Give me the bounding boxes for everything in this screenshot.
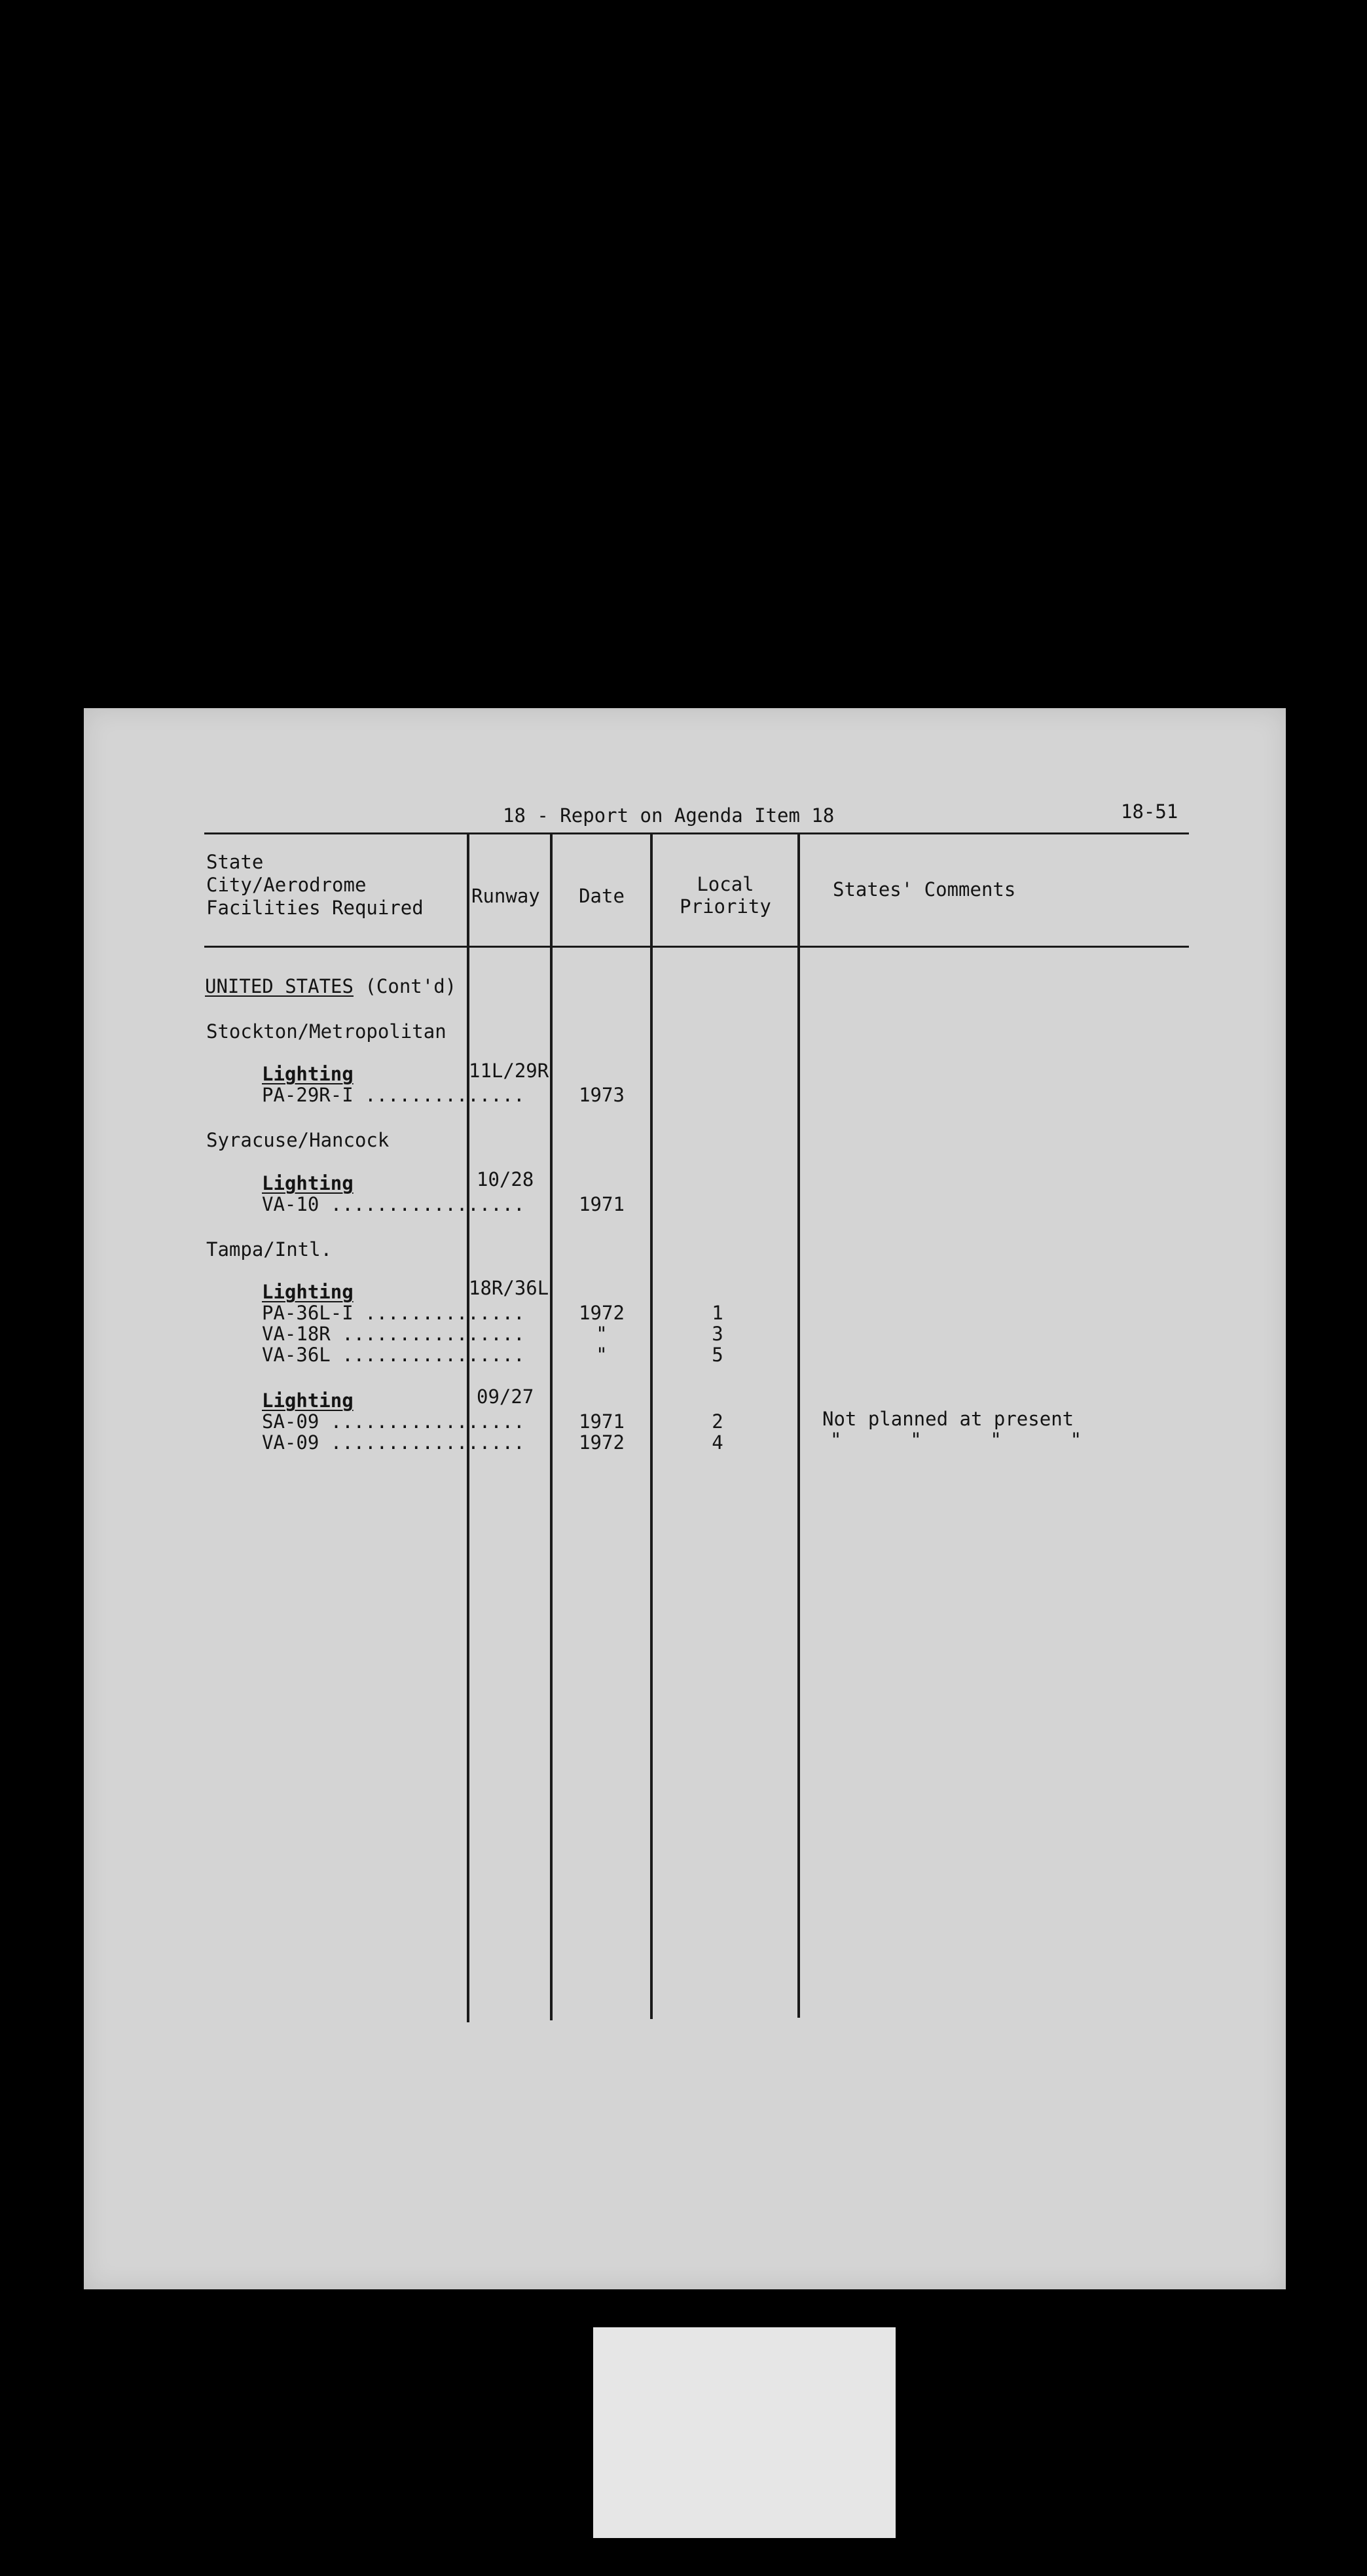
paper-slip <box>593 2327 896 2538</box>
date-value: " <box>596 1323 608 1345</box>
table-top-rule <box>204 832 1189 834</box>
priority-value: 4 <box>712 1431 723 1454</box>
facility-row: VA-18R ................ <box>262 1323 525 1345</box>
aerodrome-name: Tampa/Intl. <box>206 1238 333 1261</box>
header-states-comments: States' Comments <box>833 878 1016 901</box>
header-runway: Runway <box>471 885 540 907</box>
date-value: 1971 <box>579 1410 625 1433</box>
aerodrome-name: Stockton/Metropolitan <box>206 1020 447 1043</box>
date-value: 1972 <box>579 1431 625 1454</box>
state-name: UNITED STATES (Cont'd) <box>205 975 457 997</box>
priority-value: 5 <box>712 1344 723 1366</box>
header-facilities-required: Facilities Required <box>206 897 424 919</box>
facility-row: SA-09 ................. <box>262 1410 525 1433</box>
date-value: 1971 <box>579 1193 625 1215</box>
facility-group-label: Lighting <box>262 1063 354 1085</box>
comment-value: Not planned at present <box>822 1408 1074 1430</box>
date-value: 1973 <box>579 1084 625 1106</box>
header-state: State <box>206 851 264 873</box>
facility-row: VA-10 ................. <box>262 1193 525 1215</box>
date-value: 1972 <box>579 1302 625 1324</box>
facility-row: PA-29R-I .............. <box>262 1084 525 1106</box>
priority-value: 2 <box>712 1410 723 1433</box>
header-date: Date <box>579 885 625 907</box>
column-divider-date <box>550 834 553 2020</box>
facility-row: VA-09 ................. <box>262 1431 525 1454</box>
column-divider-comments <box>797 834 800 2018</box>
facility-row: PA-36L-I .............. <box>262 1302 525 1324</box>
aerodrome-name: Syracuse/Hancock <box>206 1129 390 1151</box>
priority-value: 3 <box>712 1323 723 1345</box>
facility-group-label: Lighting <box>262 1172 354 1194</box>
comment-value: " " " " <box>830 1429 1082 1451</box>
date-value: " <box>596 1344 608 1366</box>
facility-group-label: Lighting <box>262 1389 354 1412</box>
column-divider-priority <box>650 834 653 2019</box>
header-local: Local <box>697 873 754 895</box>
priority-value: 1 <box>712 1302 723 1324</box>
runway-value: 11L/29R <box>469 1060 549 1082</box>
table-header-rule <box>204 946 1189 948</box>
facility-row: VA-36L ................ <box>262 1344 525 1366</box>
facility-group-label: Lighting <box>262 1281 354 1303</box>
header-city-aerodrome: City/Aerodrome <box>206 874 367 896</box>
page-number: 18-51 <box>1121 800 1178 823</box>
runway-value: 09/27 <box>477 1386 534 1408</box>
header-priority: Priority <box>680 895 771 918</box>
runway-value: 10/28 <box>477 1168 534 1190</box>
page-header: 18 - Report on Agenda Item 18 <box>503 804 835 827</box>
runway-value: 18R/36L <box>469 1277 549 1299</box>
